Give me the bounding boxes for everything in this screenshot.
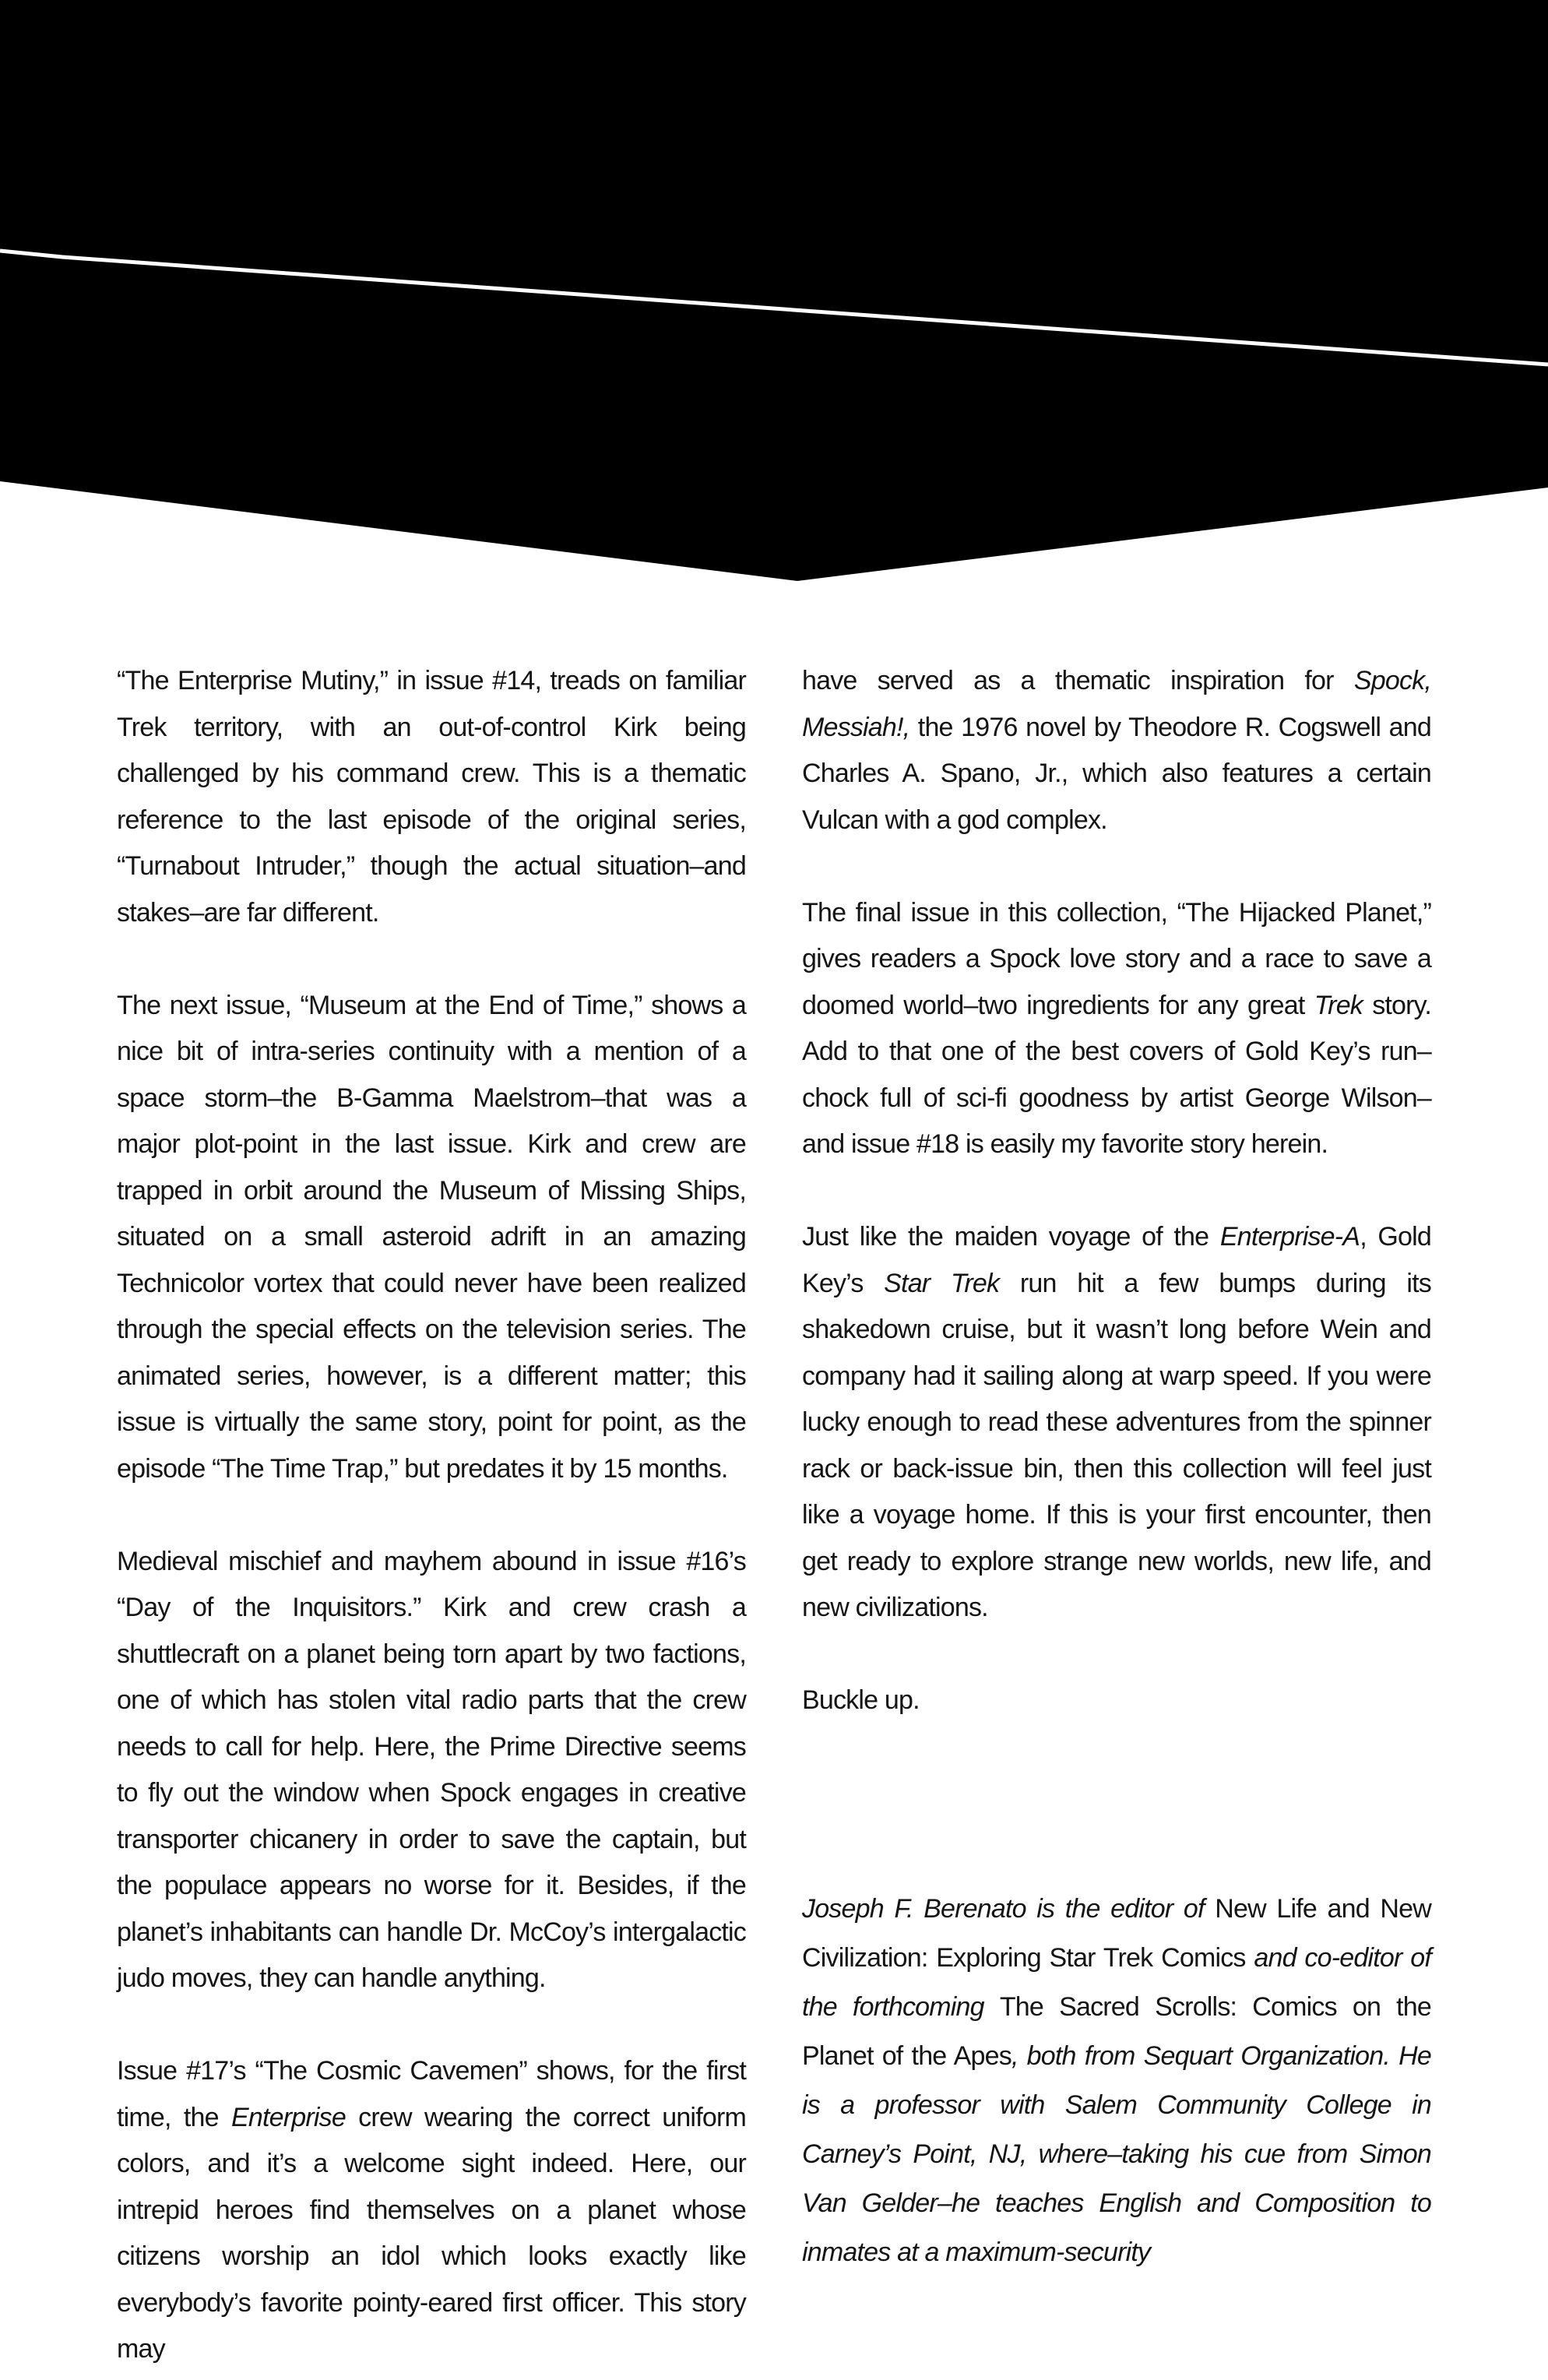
left-text-column <box>117 658 746 2373</box>
right-text-column <box>802 658 1431 1724</box>
text-run: story. Add to that one of the best covers of Gold Key’s run–chock full of sci-fi goodness by artist George Wilson–and issue #18 is easily my favorite story herein. <box>802 990 1431 1159</box>
left-paragraph-1: “The Enterprise Mutiny,” in issue #14, treads on familiar Trek territory, with an out-of-control Kirk being challenged by his command crew. This is a thematic reference to the last episode of the original series, “Turnabout Intruder,” though the actual situation–and stakes–are far different. <box>117 666 746 928</box>
left-paragraph-4 <box>117 2048 746 2373</box>
text-run: The final issue in this collection, “The Hijacked Planet,” gives readers a Spock love story and a race to save a doomed world–two ingredients for any great <box>802 897 1431 1020</box>
text-run: have served as a thematic inspiration for <box>802 666 1354 695</box>
left-paragraph-3: Medieval mischief and mayhem abound in issue #16’s “Day of the Inquisitors.” Kirk and crew crash a shuttlecraft on a planet being torn apart by two factions, one of which has stolen vital radio parts that the crew needs to call for help. Here, the Prime Directive seems to fly out the window when Spock engages in creative transporter chicanery in order to save the captain, but the populace appears no worse for it. Besides, if the planet’s inhabitants can handle Dr. McCoy’s intergalactic judo moves, they can handle anything. <box>117 1546 746 1993</box>
right-paragraph-4: Buckle up. <box>802 1685 920 1715</box>
bio-book-title: New Life and New Civilization: Exploring Star Trek Comics <box>802 1894 1431 1973</box>
header-black-shape <box>0 0 1548 581</box>
italic-title: Trek <box>1314 990 1363 1020</box>
left-paragraph-2: The next issue, “Museum at the End of Time,” shows a nice bit of intra-series continuity with a mention of a space storm–the B-Gamma Maelstrom–that was a major plot-point in the last issue. Kirk and crew are trapped in orbit around the Museum of Missing Ships, situated on a small asteroid adrift in an amazing Technicolor vortex that could never have been realized through the special effects on the television series. The animated series, however, is a different matter; this issue is virtually the same story, point for point, as the episode “The Time Trap,” but predates it by 15 months. <box>117 990 746 1484</box>
bio-text-run: and co-editor of the forthcoming <box>802 1943 1431 2022</box>
text-run: crew wearing the correct uniform colors, and it’s a welcome sight indeed. Here, our intrepid heroes find themselves on a planet whose citizens worship an idol which looks exactly like everybody’s favorite pointy-eared first officer. This story may <box>117 2102 746 2364</box>
author-bio <box>802 1885 1431 2277</box>
right-paragraph-3 <box>802 1214 1431 1632</box>
bio-text-run: , both from Sequart Organization. He is a professor with Salem Community College in Carney’s Point, NJ, where–taking his cue from Simon Van Gelder–he teaches English and Composition to inmates at a maximum-security <box>802 2041 1431 2267</box>
bio-text-run: Joseph F. Berenato is the editor of <box>802 1894 1216 1924</box>
text-run: the 1976 novel by Theodore R. Cogswell and Charles A. Spano, Jr., which also features a certain Vulcan with a god complex. <box>802 712 1431 835</box>
text-run: run hit a few bumps during its shakedown cruise, but it wasn’t long before Wein and company had it sailing along at warp speed. If you were lucky enough to read these adventures from the spinner rack or back-issue bin, then this collection will feel just like a voyage home. If this is your first encounter, then get ready to explore strange new worlds, new life, and new civilizations. <box>802 1268 1431 1622</box>
text-run: , Gold Key’s <box>802 1222 1431 1298</box>
header-black-panel <box>0 0 1548 592</box>
italic-title: Enterprise-A <box>1219 1222 1360 1252</box>
right-paragraph-1 <box>802 658 1431 843</box>
text-run: Issue #17’s “The Cosmic Cavemen” shows, for the first time, the <box>117 2056 746 2132</box>
text-run: Just like the maiden voyage of the <box>802 1222 1220 1252</box>
italic-title: Enterprise <box>230 2102 346 2132</box>
italic-title: Star Trek <box>884 1268 1000 1298</box>
right-paragraph-2 <box>802 890 1431 1168</box>
bio-book-title: The Sacred Scrolls: Comics on the Planet of the Apes <box>802 1992 1431 2071</box>
italic-title: Spock, Messiah!, <box>802 666 1431 742</box>
